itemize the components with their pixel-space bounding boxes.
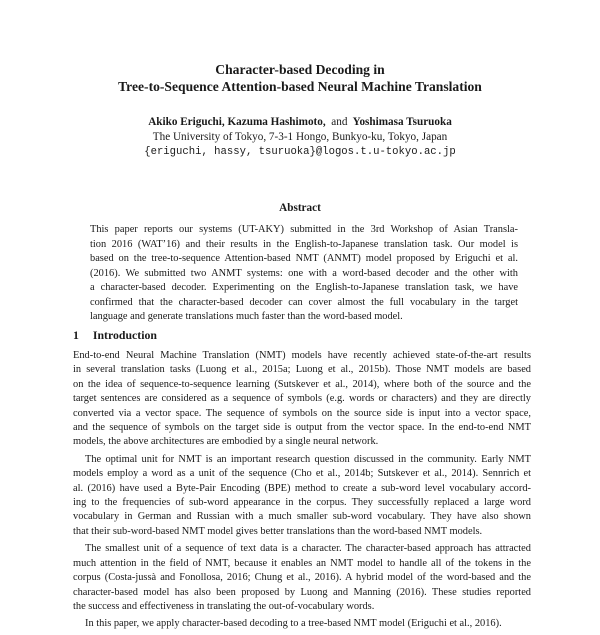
body-line: the success and effectiveness in translating the out-of-vocabulary words. <box>73 600 375 612</box>
body-line: al. (2016) have used a Byte-Pair Encoding (BPE) method to create a sub-word level vocabulary accord- <box>73 482 531 494</box>
abstract-line: (2016). We submitted two ANMT systems: one with a word-based decoder and the other with <box>90 267 518 279</box>
author-names-first: Akiko Eriguchi, Kazuma Hashimoto, <box>148 116 326 128</box>
paragraph-3 <box>73 542 531 614</box>
author-names <box>40 115 560 130</box>
body-line: vocabulary in German and Russian with a much smaller sub-word vocabulary. They have also shown <box>73 511 531 523</box>
body-line: The optimal unit for NMT is an important research question discussed in the community. Early NMT <box>85 453 531 465</box>
abstract-heading: Abstract <box>279 202 321 214</box>
body-line: in several translation tasks (Luong et al., 2015a; Luong et al., 2015b). Those NMT models are based <box>73 364 531 376</box>
section-title: Introduction <box>92 328 157 342</box>
body-line: End-to-end Neural Machine Translation (NMT) models have recently achieved state-of-the-art results <box>73 350 531 361</box>
paragraph-2 <box>73 453 531 539</box>
author-block <box>40 115 560 160</box>
section-number: 1 <box>73 328 79 342</box>
body-line: and the sequence of symbols on the target side is output from the vector space. In the end-to-end NMT <box>73 422 531 434</box>
body-line: corpus (Costa-jussà and Fonollosa, 2016; Chung et al., 2016). A hybrid model of the word-based and the <box>73 572 531 584</box>
paragraph-4 <box>73 617 531 631</box>
abstract-line: This paper reports our systems (UT-AKY) submitted in the 3rd Workshop of Asian Transla- <box>90 224 518 235</box>
body-line: much attention in the field of NMT, because it enables an NMT model to handle all of the tokens in the <box>73 557 531 569</box>
paragraph-1 <box>73 349 531 450</box>
abstract-text <box>90 223 518 325</box>
author-email: {eriguchi, hassy, tsuruoka}@logos.t.u-tokyo.ac.jp <box>144 146 456 158</box>
author-and: and <box>331 116 348 128</box>
author-names-last: Yoshimasa Tsuruoka <box>352 116 452 128</box>
body-line: In this paper, we apply character-based decoding to a tree-based NMT model (Eriguchi et al., 2016). <box>85 618 502 630</box>
section-heading <box>73 328 157 342</box>
section-body <box>73 349 531 635</box>
abstract-line: language and generate translations much faster than the word-based model. <box>90 311 403 322</box>
body-line: target sentences are considered as a sequence of symbols (e.g. words or characters) and they are directly <box>73 393 531 405</box>
body-line: models employ a word as a unit of the sequence (Cho et al., 2014b; Sutskever et al., 2014). Sennrich et <box>73 468 531 480</box>
paper-title <box>40 61 560 95</box>
body-line: converted via a vector space. The sequence of symbols on the source side is input into a vector space, <box>73 407 531 419</box>
abstract-line: a character-based decoder. Experimenting on the English-to-Japanese translation task, we have <box>90 282 518 293</box>
body-line: models, the above architectures are embodied by a single neural network. <box>73 436 379 448</box>
title-line-1: Character-based Decoding in <box>215 62 385 77</box>
abstract-line: tion 2016 (WAT’16) and their results in the English-to-Japanese translation task. Our model is <box>90 238 518 250</box>
body-line: on the idea of sequence-to-sequence learning (Sutskever et al., 2014), where both of the source and the <box>73 378 531 390</box>
author-affiliation: The University of Tokyo, 7-3-1 Hongo, Bunkyo-ku, Tokyo, Japan <box>152 131 448 143</box>
body-line: The smallest unit of a sequence of text data is a character. The character-based approach has attracted <box>85 543 531 555</box>
body-line: that their sub-word-based NMT model gives better translations than the word-based NMT models. <box>73 525 483 537</box>
title-line-2: Tree-to-Sequence Attention-based Neural Machine Translation <box>118 79 482 94</box>
body-line: ing to the frequencies of sub-word appearance in the corpus. They successfully replaced a large word <box>73 497 531 509</box>
body-line: character-based model has also been proposed by Luong and Manning (2016). These studies reported <box>73 586 531 598</box>
abstract-line: confirmed that the character-based decoder can cover almost the full vocabulary in the target <box>90 296 518 308</box>
abstract-line: based on the tree-to-sequence Attention-based NMT (ANMT) model proposed by Eriguchi et al. <box>90 253 518 264</box>
